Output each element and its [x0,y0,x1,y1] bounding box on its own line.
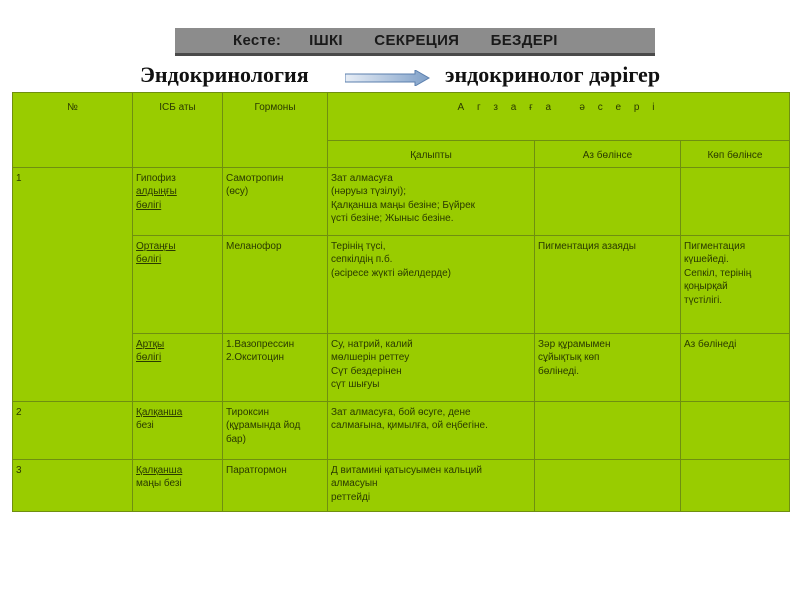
title-bar [175,28,655,56]
header-num: № [13,93,133,168]
subtitle-right: эндокринолог дәрігер [445,62,661,87]
normal-text: мөлшерін реттеу [331,352,410,363]
low-cell [535,167,681,235]
hormone-text: Паратгормон [226,464,287,476]
normal-text: Су, натрий, калий [331,338,413,350]
normal-text: сүт шығуы [331,379,380,390]
header-high: Көп бөлінсе [681,141,790,168]
header-effect: А г з а ғ а ә с е р і [328,93,790,141]
gland-text: Ортаңғы [136,240,176,252]
gland-cell [133,459,223,511]
normal-text: (нәруыз түзілуі); [331,186,406,197]
subtitle [0,62,800,92]
normal-cell [328,167,535,235]
low-text: сұйықтық көп [538,352,600,363]
glands-table [12,92,790,512]
header-gland: ІСБ аты [133,93,223,168]
low-text: Зәр құрамымен [538,338,611,350]
hormone-text: Меланофор [226,240,282,252]
header-hormone: Гормоны [223,93,328,168]
high-cell [681,235,790,333]
normal-text: Сүт бездерінен [331,365,402,377]
normal-text: Зат алмасуға [331,172,393,184]
normal-text: сепкілдің п.б. [331,254,393,265]
header-low: Аз бөлінсе [535,141,681,168]
high-text: күшейеді. [684,254,729,265]
high-text: қоңырқай [684,281,728,292]
hormone-text: Тироксин [226,406,269,418]
title-label: Кесте: [233,32,282,49]
normal-text: Д витамині қатысуымен кальций [331,464,482,476]
normal-text: Зат алмасуға, бой өсуге, дене [331,406,471,418]
gland-cell [133,235,223,333]
gland-cell [133,167,223,235]
gland-cell [133,401,223,459]
low-text: Пигментация азаяды [538,240,636,252]
low-cell [535,235,681,333]
gland-text: алдыңғы [136,186,177,197]
gland-text: Қалқанша [136,464,183,476]
row-num: 3 [13,459,133,511]
row-num: 1 [13,167,133,401]
right-arrow-icon [345,70,430,86]
hormone-cell [223,401,328,459]
high-text: Пигментация [684,240,746,252]
normal-text: реттейді [331,491,371,503]
low-text: бөлінеді. [538,365,580,377]
normal-text: Терінің түсі, [331,240,386,252]
normal-cell [328,401,535,459]
table-header-row [13,93,790,141]
header-normal: Қалыпты [328,141,535,168]
low-cell [535,401,681,459]
high-text: Аз бөлінеді [684,338,737,350]
hormone-text: (өсу) [226,186,249,197]
hormone-text: бар) [226,433,246,445]
hormone-cell [223,333,328,401]
normal-text: Қалқанша маңы безіне; Бүйрек [331,199,476,211]
table-row [13,459,790,511]
row-num: 2 [13,401,133,459]
hormone-cell [223,459,328,511]
normal-text: (әсіресе жүкті әйелдерде) [331,267,451,279]
high-cell [681,167,790,235]
hormone-cell [223,167,328,235]
subtitle-left: Эндокринология [140,62,309,87]
normal-text: алмасуын [331,478,378,489]
low-cell [535,333,681,401]
gland-text: Гипофиз [136,172,176,184]
gland-text: маңы безі [136,478,182,489]
hormone-text: 2.Окситоцин [226,352,285,363]
gland-text: бөлігі [136,352,162,363]
page-title: ІШКІ СЕКРЕЦИЯ БЕЗДЕРІ [309,32,558,49]
normal-cell [328,235,535,333]
high-text: түстілігі. [684,294,723,306]
gland-text: безі [136,420,154,431]
low-cell [535,459,681,511]
normal-cell [328,333,535,401]
hormone-text: Самотропин [226,172,284,184]
high-cell [681,401,790,459]
gland-cell [133,333,223,401]
table-row [13,401,790,459]
gland-text: бөлігі [136,199,162,211]
hormone-text: (құрамында йод [226,420,301,431]
gland-text: Артқы [136,338,165,350]
normal-cell [328,459,535,511]
table-row [13,167,790,235]
high-cell [681,459,790,511]
normal-text: үсті безіне; Жыныс безіне. [331,213,454,224]
hormone-cell [223,235,328,333]
high-text: Сепкіл, терінің [684,267,752,279]
gland-text: бөлігі [136,254,162,265]
high-cell [681,333,790,401]
gland-text: Қалқанша [136,406,183,418]
hormone-text: 1.Вазопрессин [226,338,295,350]
normal-text: салмағына, қимылға, ой еңбегіне. [331,420,488,431]
